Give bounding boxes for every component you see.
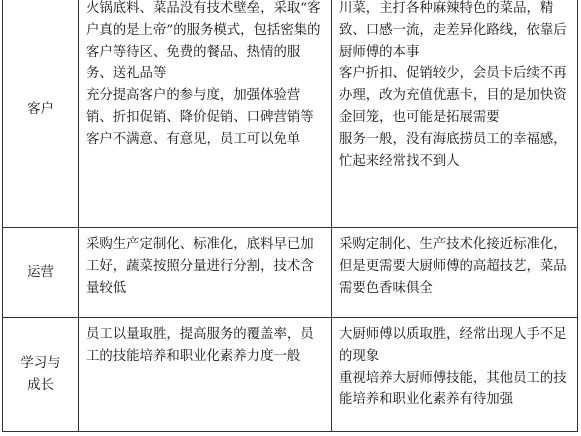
table-row-learning [3,318,578,432]
cell-learning-col1 [79,318,332,432]
cell-paragraph: 大厨师傅以质取胜，经常出现人手不足的现象 [339,327,567,364]
comparison-table [2,0,578,432]
table-row-operations [3,228,578,318]
row-label-line: 学习与 [20,355,61,371]
row-label-learning [3,318,79,432]
cell-paragraph: 采购定制化、生产技术化接近标准化，但是更需要大厨师傅的高超技艺，菜品需要色香味俱全 [339,237,567,296]
cell-paragraph: 客户不满意、有意见，员工可以免单 [86,131,301,147]
cell-customer-col2 [332,0,578,228]
row-label-operations: 运营 [3,228,79,318]
cell-learning-col2 [332,318,578,432]
row-label-line: 成长 [27,377,54,393]
cell-paragraph: 员工以量取胜，提高服务的覆盖率，员工的技能培养和职业化素养力度一般 [86,327,314,364]
cell-paragraph: 服务一般，没有海底捞员工的幸福感，忙起来经常找不到人 [339,131,567,169]
cell-paragraph: 采购生产定制化、标准化，底料早已加工好，蔬菜按照分量进行分割，技术含量较低 [86,237,314,296]
cell-paragraph: 客户折扣、促销较少，会员卡后续不再办理，改为充值优惠卡，目的是加快资金回笼，也可能是拓展需要 [339,66,567,125]
cell-operations-col2 [332,228,578,318]
cell-customer-col1 [79,0,332,228]
table-row-customer [3,0,578,228]
cell-paragraph: 火锅底料、菜品没有技术壁垒，采取“客户真的是上帝”的服务模式，包括密集的客户等待区、免费的餐品、热情的服务、送礼品等 [86,1,321,82]
cell-paragraph: 川菜，主打各种麻辣特色的菜品，精致、口感一流，走差异化路线，依靠后厨师傅的本事 [339,1,567,60]
cell-paragraph: 重视培养大厨师傅技能，其他员工的技能培养和职业化素养有待加强 [339,370,567,408]
row-label-customer: 客户 [3,0,79,228]
cell-paragraph: 充分提高客户的参与度，加强体验营销、折扣促销、降价促销、口碑营销等 [86,88,314,125]
cell-operations-col1 [79,228,332,318]
